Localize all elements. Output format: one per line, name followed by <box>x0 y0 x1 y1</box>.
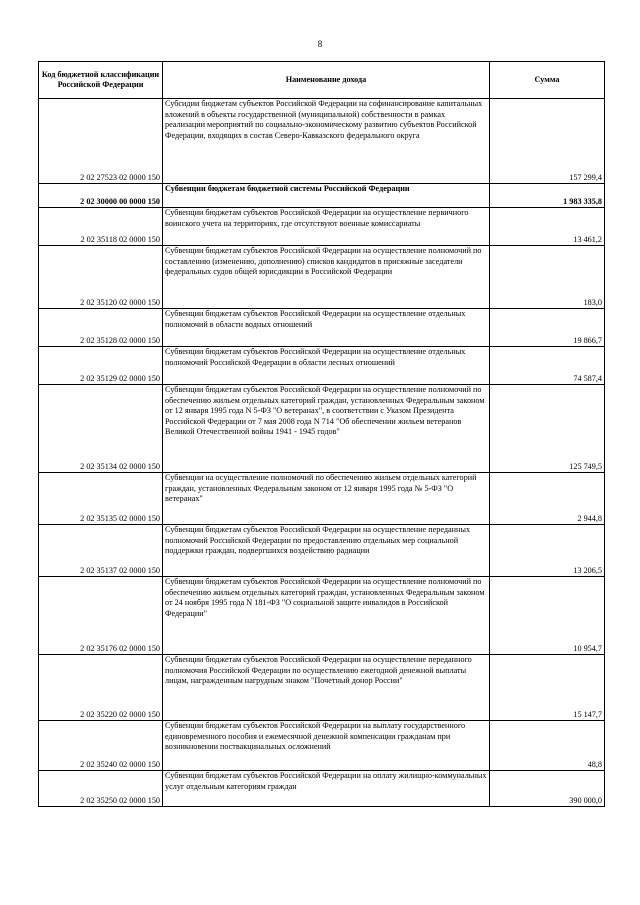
row-sum: 19 866,7 <box>490 309 605 347</box>
table-row <box>39 655 605 721</box>
row-sum: 15 147,7 <box>490 655 605 721</box>
table-row <box>39 771 605 807</box>
row-name: Субвенции бюджетам субъектов Российской Федерации на осуществление полномочий по составлению (изменению, дополнению) списков кандидатов в присяжные заседатели федеральных судов общей юрисдикции в Российской Федерации <box>163 246 490 309</box>
row-name: Субвенции бюджетам субъектов Российской Федерации на осуществление первичного воинского учета на территориях, где отсутствуют военные комиссариаты <box>163 208 490 246</box>
row-sum: 1 983 335,8 <box>490 184 605 208</box>
header-code: Код бюджетной классификации Российской Федерации <box>39 62 163 99</box>
table-row <box>39 309 605 347</box>
row-code: 2 02 35118 02 0000 150 <box>39 208 163 246</box>
row-sum: 157 299,4 <box>490 99 605 184</box>
table-row <box>39 525 605 577</box>
row-code: 2 02 27523 02 0000 150 <box>39 99 163 184</box>
row-name: Субвенции бюджетам субъектов Российской Федерации на выплату государственного единовременного пособия и ежемесячной денежной компенсации гражданам при возникновении поствакцинальных осложнений <box>163 721 490 771</box>
table-row <box>39 99 605 184</box>
row-code: 2 02 35137 02 0000 150 <box>39 525 163 577</box>
row-sum: 74 587,4 <box>490 347 605 385</box>
row-sum: 2 944,8 <box>490 473 605 525</box>
row-name: Субвенции бюджетам бюджетной системы Российской Федерации <box>163 184 490 208</box>
row-code: 2 02 35250 02 0000 150 <box>39 771 163 807</box>
row-name: Субвенции бюджетам субъектов Российской Федерации на оплату жилищно-коммунальных услуг отдельным категориям граждан <box>163 771 490 807</box>
row-code: 2 02 35128 02 0000 150 <box>39 309 163 347</box>
table-row <box>39 473 605 525</box>
row-sum: 183,0 <box>490 246 605 309</box>
row-sum: 125 749,5 <box>490 385 605 473</box>
table-row <box>39 577 605 655</box>
row-name: Субвенции бюджетам субъектов Российской Федерации на осуществление переданных полномочий Российской Федерации по предоставлению отдельных мер социальной поддержки граждан, подвергшихся воздействию радиации <box>163 525 490 577</box>
row-code: 2 02 35120 02 0000 150 <box>39 246 163 309</box>
row-code: 2 02 35135 02 0000 150 <box>39 473 163 525</box>
row-code: 2 02 35129 02 0000 150 <box>39 347 163 385</box>
table-body <box>39 99 605 807</box>
table-row <box>39 385 605 473</box>
row-code: 2 02 35220 02 0000 150 <box>39 655 163 721</box>
row-sum: 10 954,7 <box>490 577 605 655</box>
table-row <box>39 246 605 309</box>
row-code: 2 02 35134 02 0000 150 <box>39 385 163 473</box>
row-name: Субсидии бюджетам субъектов Российской Федерации на софинансирование капитальных вложений в объекты государственной (муниципальной) собственности в рамках реализации мероприятий по социально-экономическому развитию субъектов Российской Федерации, входящих в состав Северо-Кавказского федерального округа <box>163 99 490 184</box>
row-name: Субвенции бюджетам субъектов Российской Федерации на осуществление полномочий по обеспечению жильем отдельных категорий граждан, установленных Федеральным законом от 24 ноября 1995 года N 181-ФЗ "О социальной защите инвалидов в Российской Федерации" <box>163 577 490 655</box>
row-sum: 13 206,5 <box>490 525 605 577</box>
table-row <box>39 347 605 385</box>
table-row <box>39 184 605 208</box>
row-sum: 13 461,2 <box>490 208 605 246</box>
revenue-table <box>38 61 605 807</box>
row-name: Субвенции бюджетам субъектов Российской Федерации на осуществление переданного полномочия Российской Федерации по осуществлению ежегодной денежной выплаты лицам, награжденным нагрудным знаком "Почетный донор России" <box>163 655 490 721</box>
table-header-row <box>39 62 605 99</box>
row-name: Субвенции бюджетам субъектов Российской Федерации на осуществление отдельных полномочий Российской Федерации в области лесных отношений <box>163 347 490 385</box>
header-name: Наименование дохода <box>163 62 490 99</box>
page-number: 8 <box>317 39 323 49</box>
header-sum: Сумма <box>490 62 605 99</box>
table-row <box>39 208 605 246</box>
row-code: 2 02 30000 00 0000 150 <box>39 184 163 208</box>
row-code: 2 02 35240 02 0000 150 <box>39 721 163 771</box>
row-name: Субвенции бюджетам субъектов Российской Федерации на осуществление отдельных полномочий в области водных отношений <box>163 309 490 347</box>
row-sum: 48,8 <box>490 721 605 771</box>
row-name: Субвенции бюджетам субъектов Российской Федерации на осуществление полномочий по обеспечению жильем отдельных категорий граждан, установленных Федеральным законом от 12 января 1995 года N 5-ФЗ "О ветеранах", в соответствии с Указом Президента Российской Федерации от 7 мая 2008 года N 714 "Об обеспечении жильем ветеранов Великой Отечественной войны 1941 - 1945 годов" <box>163 385 490 473</box>
row-sum: 390 000,0 <box>490 771 605 807</box>
row-name: Субвенции на осуществление полномочий по обеспечению жильем отдельных категорий граждан, установленных Федеральным законом от 12 января 1995 года № 5-ФЗ "О ветеранах" <box>163 473 490 525</box>
row-code: 2 02 35176 02 0000 150 <box>39 577 163 655</box>
table-row <box>39 721 605 771</box>
